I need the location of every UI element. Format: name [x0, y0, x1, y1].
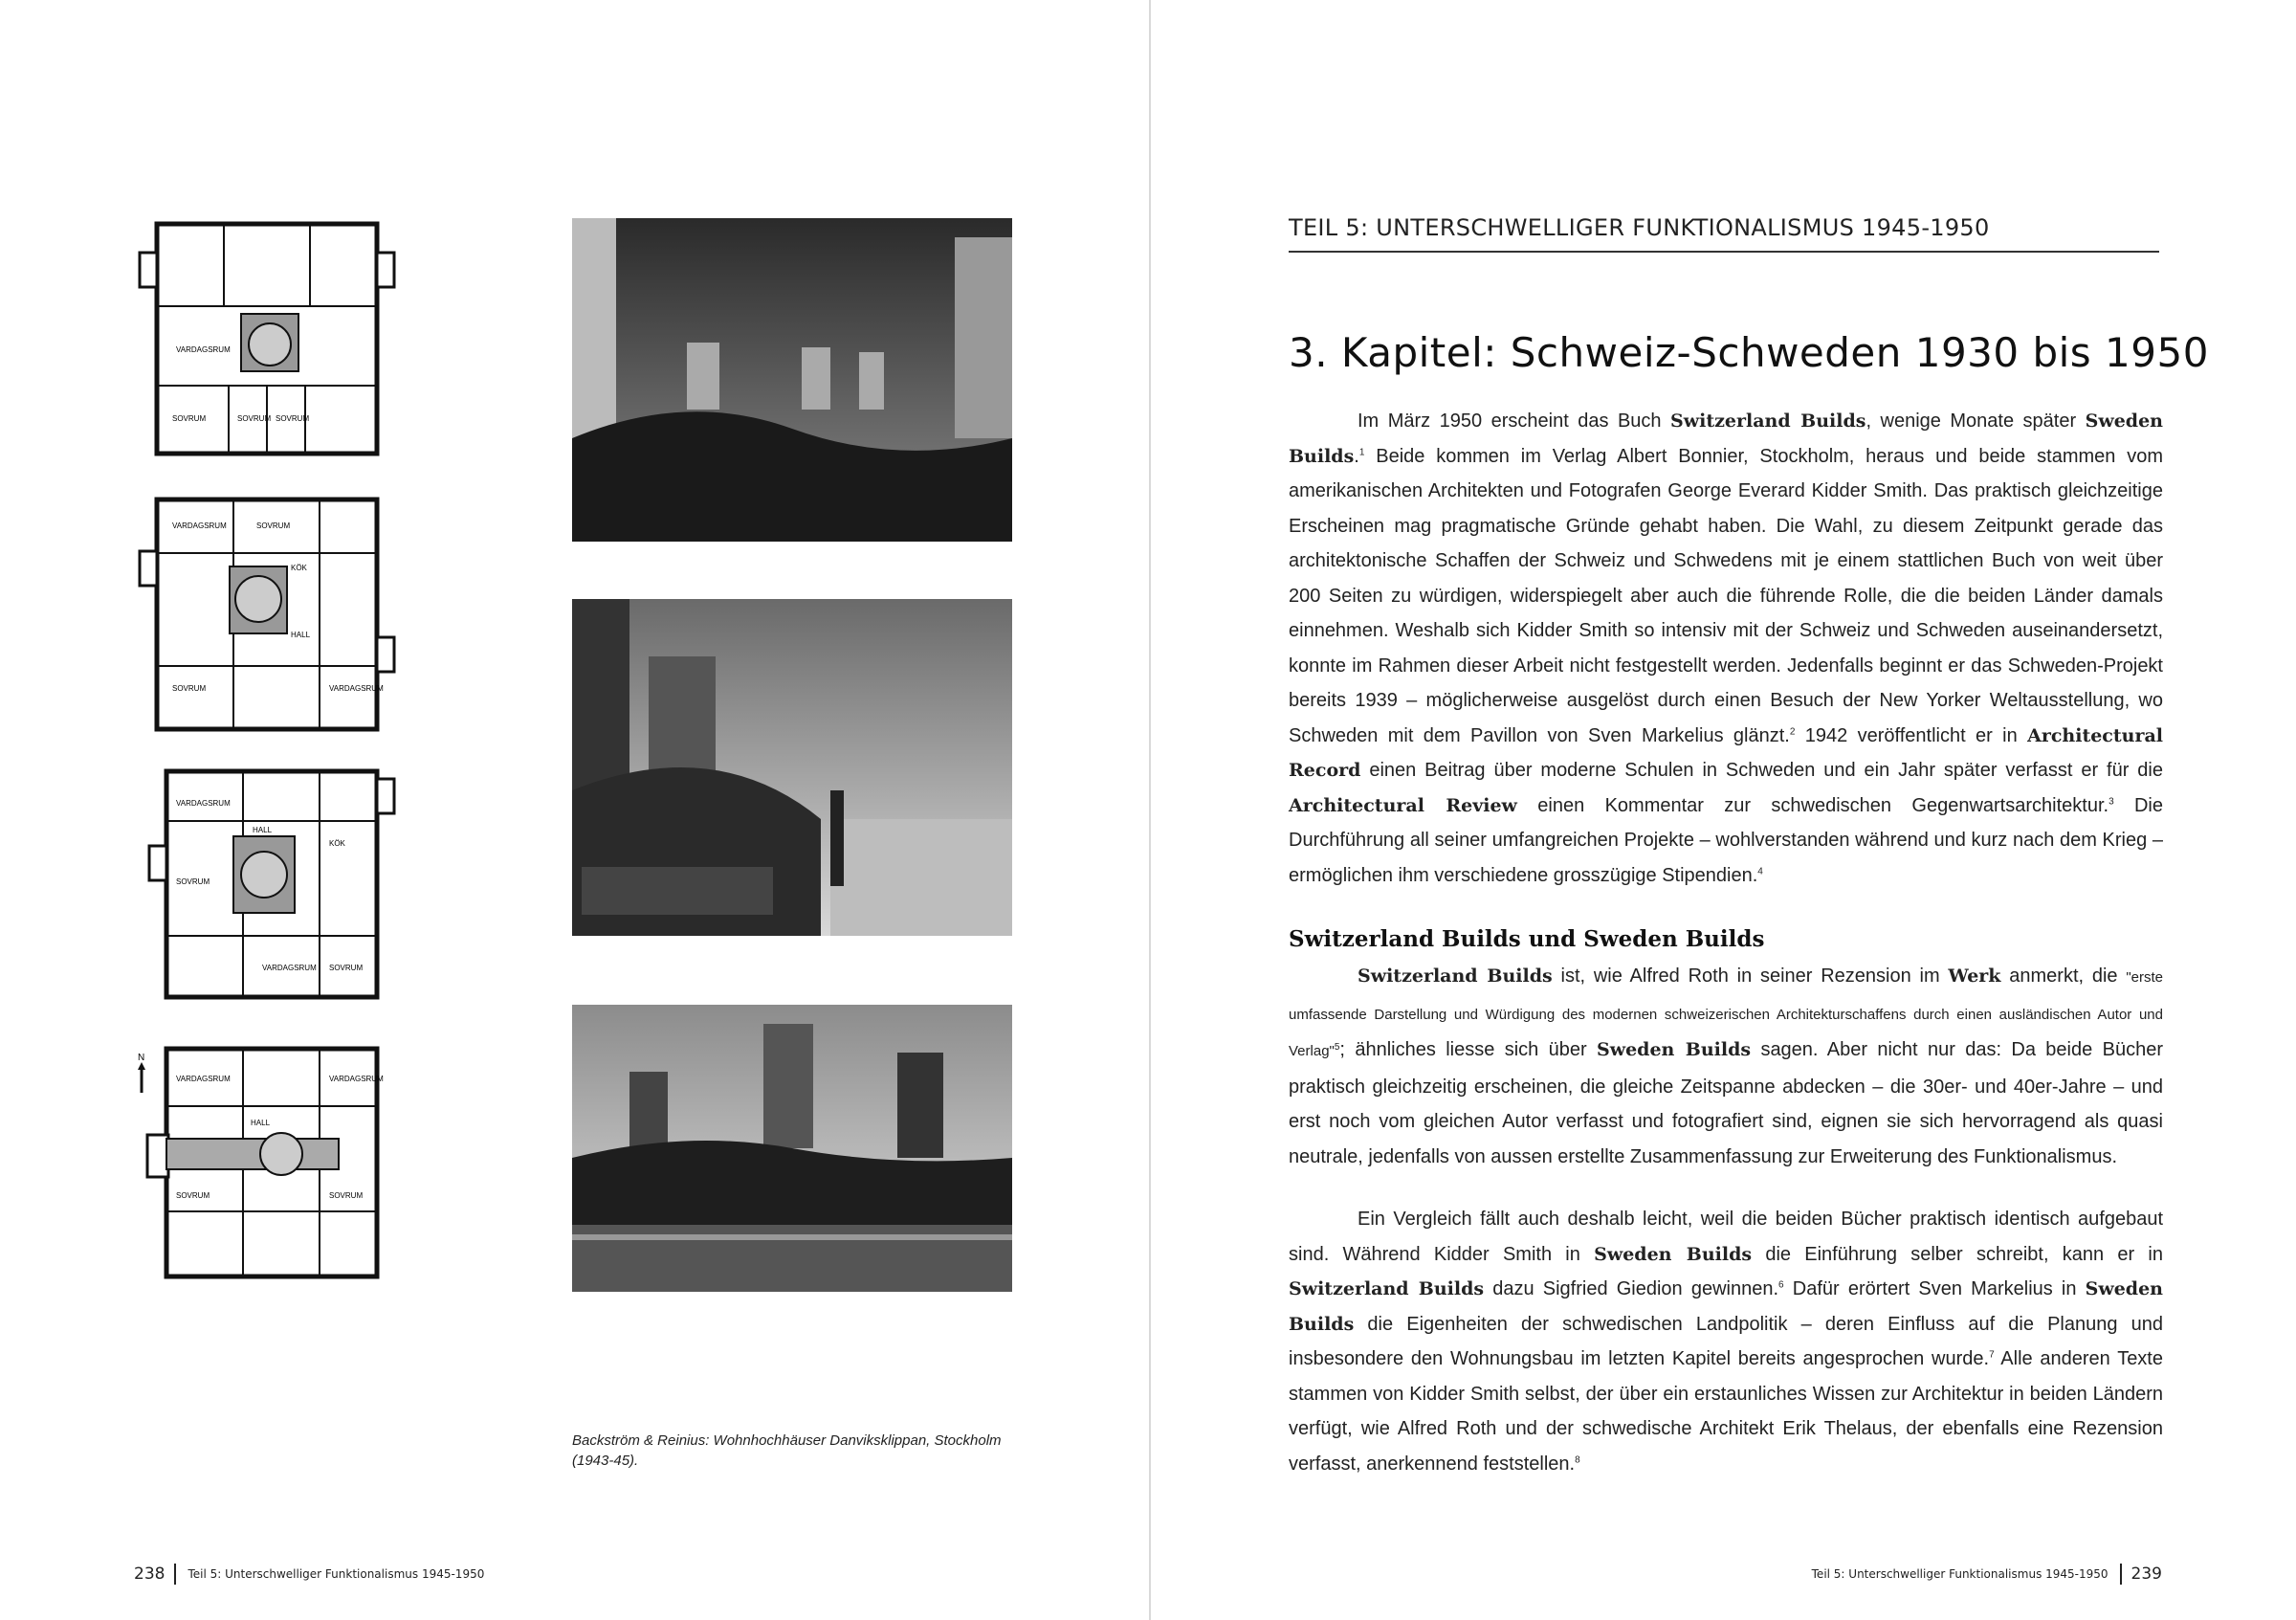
floor-plan-1	[138, 218, 396, 459]
running-head: TEIL 5: UNTERSCHWELLIGER FUNKTIONALISMUS 1945-1950	[1289, 214, 2159, 253]
floor-plan-4	[138, 1039, 396, 1284]
svg-text:VARDAGSRUM: VARDAGSRUM	[329, 1075, 384, 1083]
north-label: N	[138, 1053, 145, 1063]
figure-caption: Backström & Reinius: Wohnhochhäuser Danviksklippan, Stockholm (1943-45).	[572, 1432, 1002, 1469]
svg-text:SOVRUM: SOVRUM	[176, 1191, 210, 1200]
svg-text:SOVRUM: SOVRUM	[256, 522, 291, 530]
footer-running-title: Teil 5: Unterschwelliger Funktionalismus 1945-1950	[188, 1567, 485, 1581]
paragraph-1: Im März 1950 erscheint das Buch Switzerland Builds, wenige Monate später Sweden Builds.$^1$ Beide kommen im Verlag Albert Bonnier, Stockholm, heraus und beide stammen vom amerikanischen Architekten und Fotografen George Everard Kidder Smith. Das praktisch gleichzeitige Erscheinen mag pragmatische Gründe gehabt haben. Die Wahl, zu diesem Zeitpunkt gerade das architektonische Schaffen der Schweiz und Schwedens mit je einem stattlichen Buch von weit über 200 Seiten zu würdigen, widerspiegelt aber auch die führende Rolle, die die beiden Länder damals einnehmen. Weshalb sich Kidder Smith so intensiv mit der Schweiz und Schweden auseinandersetzt, konnte im Rahmen dieser Arbeit nicht festgestellt werden. Jedenfalls beginnt er das Schweden-Projekt bereits 1939 – möglicherweise ausgelöst durch einen Besuch der New Yorker Weltausstellung, wo Schweden mit dem Pavillon von Sven Markelius glänzt.$^2$ 1942 veröffentlicht er in Architectural Record einen Beitrag über moderne Schulen in Schweden und ein Jahr später verfasst er für die Architectural Review einen Kommentar zur schwedischen Gegenwartsarchitektur.$^3$ Die Durchführung all seiner umfangreichen Projekte – wohlverstanden während und kurz nach dem Krieg – ermöglichen ihm verschiedene grosszügige Stipendien.$^4$	[1289, 411, 2164, 886]
svg-text:VARDAGSRUM: VARDAGSRUM	[176, 799, 231, 808]
divider	[2120, 1564, 2122, 1585]
divider	[174, 1564, 176, 1585]
svg-text:SOVRUM: SOVRUM	[176, 877, 210, 886]
paragraph-2: Switzerland Builds ist, wie Alfred Roth in seiner Rezension im Werk anmerkt, die "erste umfassende Darstellung und Würdigung des modernen schweizerischen Architekturschaffens durch einen ausländischen Autor und Verlag"$^5$; ähnliches liesse sich über Sweden Builds sagen. Aber nicht nur das: Da beide Bücher praktisch gleichzeitig erscheinen, die gleiche Zeitspanne abdecken – die 30er- und 40er-Jahre – und erst noch vom gleichen Autor verfasst und fotografiert sind, eignen sie sich hervorragend als quasi neutrale, jedenfalls von aussen erstellte Zusammenfassung zur Erweiterung des Funktionalismus.	[1289, 965, 2164, 1167]
footer	[134, 1564, 484, 1585]
svg-text:VARDAGSRUM: VARDAGSRUM	[262, 964, 317, 972]
svg-text:SOVRUM: SOVRUM	[329, 964, 364, 972]
floor-plan-3	[138, 760, 396, 1007]
page-number: 238	[134, 1565, 166, 1584]
plan-label: VARDAGSRUM	[176, 345, 231, 354]
svg-text:HALL: HALL	[251, 1119, 271, 1127]
svg-text:SOVRUM: SOVRUM	[172, 684, 207, 693]
footer-running-title: Teil 5: Unterschwelliger Funktionalismus 1945-1950	[1811, 1567, 2108, 1581]
right-page	[1151, 0, 2296, 1620]
photo-towers-rock	[572, 1005, 1012, 1292]
svg-text:HALL: HALL	[291, 631, 311, 639]
svg-text:KÖK: KÖK	[329, 839, 345, 848]
page-number: 239	[2130, 1565, 2162, 1584]
photo-towers-hillside	[572, 218, 1012, 542]
svg-text:HALL: HALL	[253, 826, 273, 834]
footer	[1812, 1564, 2162, 1585]
svg-text:SOVRUM: SOVRUM	[329, 1191, 364, 1200]
photo-harbor-boat	[572, 599, 1012, 936]
svg-text:SOVRUM: SOVRUM	[172, 414, 207, 423]
svg-text:VARDAGSRUM: VARDAGSRUM	[176, 1075, 231, 1083]
svg-text:SOVRUM: SOVRUM	[276, 414, 310, 423]
svg-text:VARDAGSRUM: VARDAGSRUM	[172, 522, 227, 530]
chapter-title: 3. Kapitel: Schweiz-Schweden 1930 bis 1950	[1289, 329, 2209, 376]
paragraph-3: Ein Vergleich fällt auch deshalb leicht, weil die beiden Bücher praktisch identisch aufgebaut sind. Während Kidder Smith in Sweden Builds die Einführung selber schreibt, kann er in Switzerland Builds dazu Sigfried Giedion gewinnen.$^6$ Dafür erörtert Sven Markelius in Sweden Builds die Eigenheiten der schwedischen Landpolitik – deren Einfluss auf die Planung und insbesondere den Wohnungsbau im letzten Kapitel bereits angesprochen wurde.$^7$ Alle anderen Texte stammen von Kidder Smith selbst, der über ein erstaunliches Wissen zur Architektur in beiden Ländern verfügt, wie Alfred Roth und der schwedische Architekt Erik Thelaus, der ebenfalls eine Rezension verfasst, anerkennend feststellen.$^8$	[1289, 1209, 2163, 1475]
svg-text:VARDAGSRUM: VARDAGSRUM	[329, 684, 384, 693]
svg-text:SOVRUM: SOVRUM	[237, 414, 272, 423]
svg-text:KÖK: KÖK	[291, 564, 307, 572]
floor-plan-2	[138, 494, 396, 735]
section-heading: Switzerland Builds und Sweden Builds	[1289, 926, 1765, 952]
